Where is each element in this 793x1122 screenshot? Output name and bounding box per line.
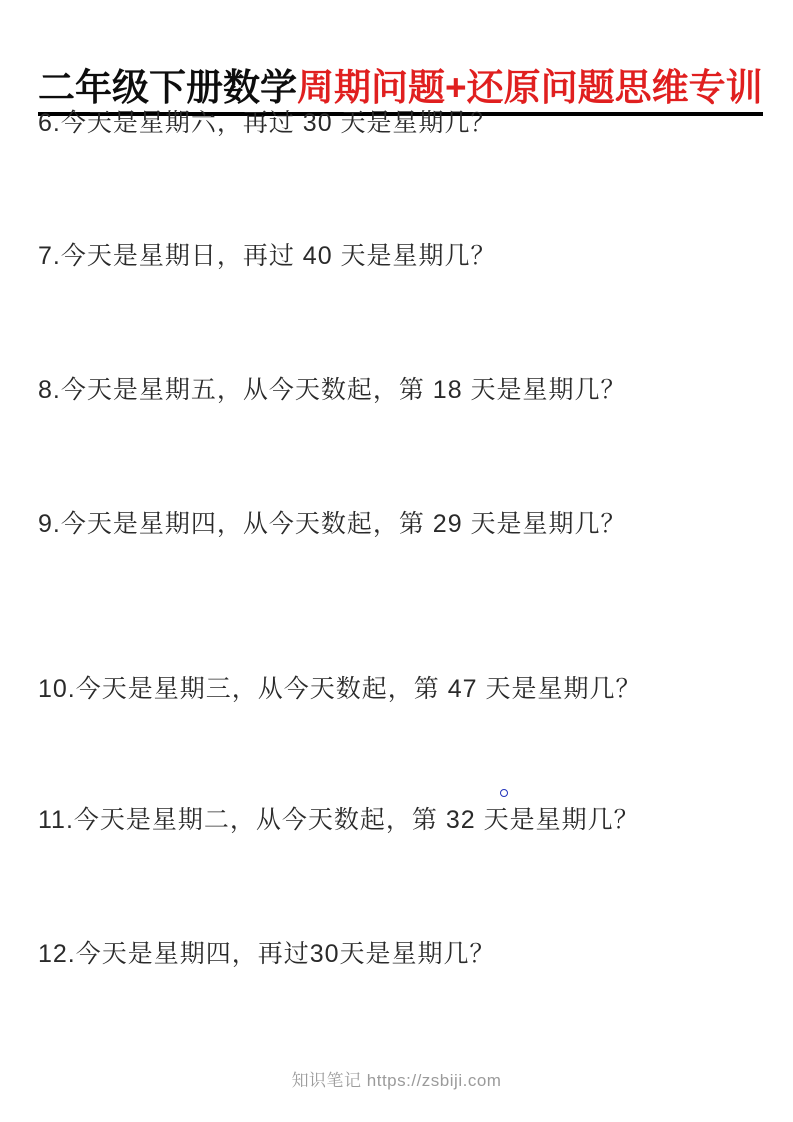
question-7: 7.今天是星期日，再过 40 天是星期几？ <box>38 242 497 270</box>
question-12: 12.今天是星期四，再过30天是星期几？ <box>38 940 496 968</box>
page-title-black-part: 二年级下册数学 <box>38 66 297 108</box>
question-6: 6.今天是星期六，再过 30 天是星期几？ <box>38 109 497 137</box>
stray-blue-ink-ring <box>500 789 508 797</box>
question-9: 9.今天是星期四，从今天数起，第 29 天是星期几？ <box>38 510 627 538</box>
question-8: 8.今天是星期五，从今天数起，第 18 天是星期几？ <box>38 376 627 404</box>
question-11: 11.今天是星期二，从今天数起，第 32 天是星期几？ <box>38 806 640 834</box>
footer-watermark: 知识笔记 https://zsbiji.com <box>291 1071 502 1090</box>
question-10: 10.今天是星期三，从今天数起，第 47 天是星期几？ <box>38 675 642 703</box>
page-title-red-part: 周期问题+还原问题思维专训 <box>297 66 763 108</box>
